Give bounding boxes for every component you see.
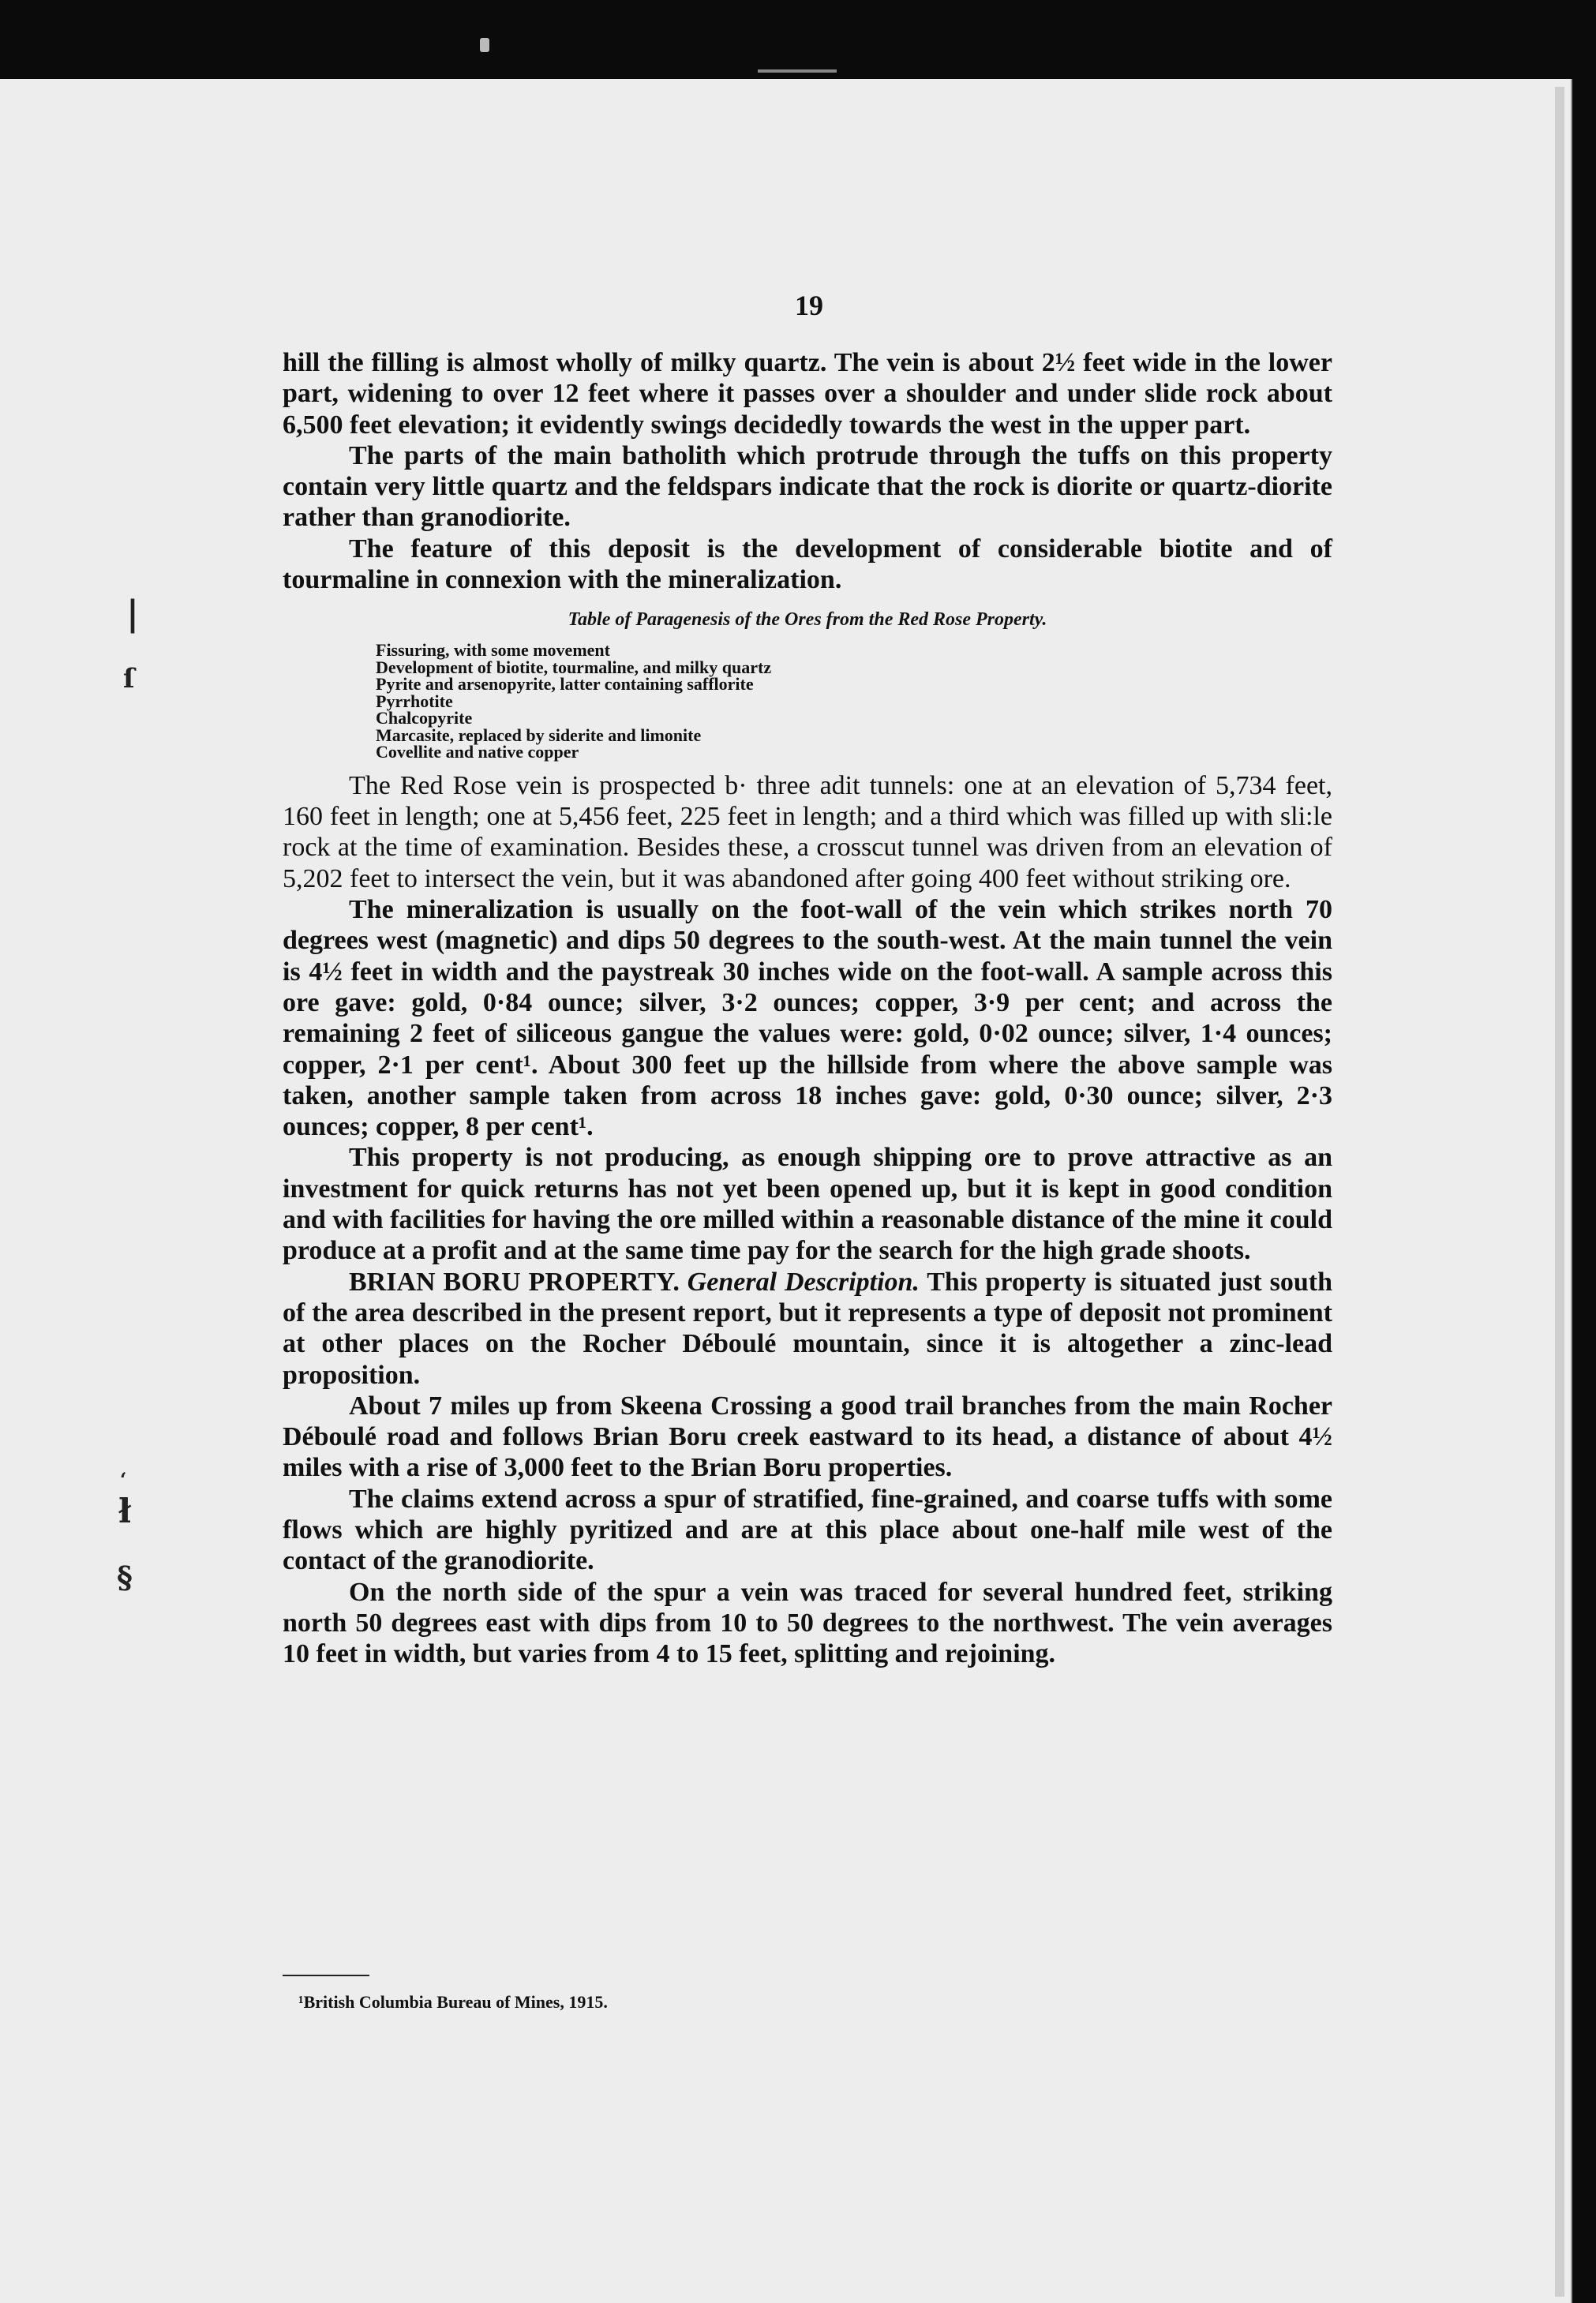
paragenesis-list	[376, 642, 1332, 761]
margin-mark: §	[117, 1560, 133, 1595]
paragraph: On the north side of the spur a vein was traced for several hundred feet, striking north 50 degrees east with dips from 10 to 50 degrees to the northwest. The vein averages 10 feet in width, but varies from 4 to 15 feet, splitting and rejoining.	[283, 1577, 1332, 1669]
paragraph: The mineralization is usually on the foot-wall of the vein which strikes north 70 degrees west (magnetic) and dips 50 degrees to the south-west. At the main tunnel the vein is 4½ feet in width and the paystreak 30 inches wide on the foot-wall. A sample across this ore gave: gold, 0·84 ounce; silver, 3·2 ounces; copper, 3·9 per cent; and across the remaining 2 feet of siliceous gangue the values were: gold, 0·02 ounce; silver, 1·4 ounces; copper, 2·1 per cent¹. About 300 feet up the hillside from where the above sample was taken, another sample taken from across 18 inches gave: gold, 0·30 ounce; silver, 2·3 ounces; copper, 8 per cent¹.	[283, 895, 1332, 1142]
section-subheading: General Description.	[687, 1267, 920, 1297]
list-item: Covellite and native copper	[376, 742, 579, 762]
margin-mark: |	[126, 594, 140, 634]
margin-mark: ſ	[123, 663, 135, 695]
footnote: ¹British Columbia Bureau of Mines, 1915.	[298, 1992, 608, 2012]
page-edge	[1555, 87, 1564, 2297]
paragraph: The feature of this deposit is the development of considerable biotite and of tourmaline in connexion with the mineralization.	[283, 534, 1332, 595]
list-item: Marcasite, replaced by siderite and limonite	[376, 725, 702, 745]
page-number: 19	[795, 290, 823, 321]
margin-mark: ł	[118, 1492, 132, 1530]
table-caption: Table of Paragenesis of the Ores from the Red Rose Property.	[568, 609, 1047, 631]
margin-mark: ‘	[120, 1468, 127, 1491]
paragraph	[283, 1267, 1332, 1391]
list-item: Fissuring, with some movement	[376, 640, 610, 661]
list-item: Pyrrhotite	[376, 691, 453, 711]
paragraph: hill the filling is almost wholly of milky quartz. The vein is about 2½ feet wide in the lower part, widening to over 12 feet where it passes over a shoulder and under slide rock about 6,500 feet elevation; it evidently swings decidedly towards the west in the upper part.	[283, 348, 1332, 440]
paragraph: The parts of the main batholith which protrude through the tuffs on this property contain very little quartz and the feldspars indicate that the rock is diorite or quartz-diorite rather than granodiorite.	[283, 440, 1332, 533]
body-text	[283, 347, 1332, 1669]
footnote-rule	[283, 1975, 369, 1976]
section-text: This property is situated just south of the area described in the present report, but it represents a type of deposit not prominent at other places on the Rocher Déboulé mountain, since it is altogether a zinc-lead proposition.	[283, 1267, 1332, 1390]
section-heading: BRIAN BORU PROPERTY.	[349, 1267, 680, 1297]
scan-mark	[480, 38, 489, 52]
list-item: Development of biotite, tourmaline, and milky quartz	[376, 657, 772, 677]
paragraph: This property is not producing, as enough shipping ore to prove attractive as an investment for quick returns has not yet been opened up, but it is kept in good condition and with facilities for having the ore milled within a reasonable distance of the mine it could produce at a profit and at the same time pay for the search for the high grade shoots.	[283, 1143, 1332, 1266]
paragraph: The Red Rose vein is prospected b· three adit tunnels: one at an elevation of 5,734 feet, 160 feet in length; one at 5,456 feet, 225 feet in length; and a third which was filled up with sli:le rock at the time of examination. Besides these, a crosscut tunnel was driven from an elevation of 5,202 feet to intersect the vein, but it was abandoned after going 400 feet without striking ore.	[283, 770, 1332, 893]
paragraph: About 7 miles up from Skeena Crossing a good trail branches from the main Rocher Déboulé road and follows Brian Boru creek eastward to its head, a distance of about 4½ miles with a rise of 3,000 feet to the Brian Boru properties.	[283, 1391, 1332, 1483]
paragraph: The claims extend across a spur of stratified, fine-grained, and coarse tuffs with some flows which are highly pyritized and are at this place about one-half mile west of the contact of the granodiorite.	[283, 1484, 1332, 1576]
scan-line	[758, 69, 837, 73]
list-item: Pyrite and arsenopyrite, latter containing safflorite	[376, 674, 754, 695]
list-item: Chalcopyrite	[376, 708, 473, 728]
